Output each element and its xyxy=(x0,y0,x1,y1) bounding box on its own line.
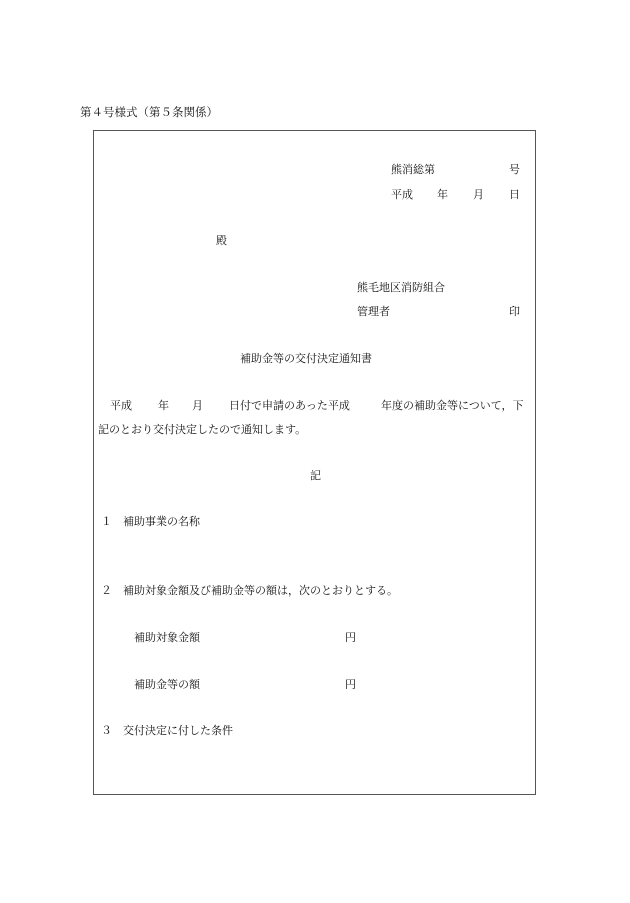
issuer-code: 熊消総第 xyxy=(391,163,435,176)
body-year: 年 xyxy=(158,399,169,412)
item2-label: 補助対象金額及び補助金等の額は，次のとおりとする。 xyxy=(123,584,398,597)
date-day: 日 xyxy=(509,188,520,201)
body-text-2: 年度の補助金等について，下 xyxy=(381,399,524,412)
ki-mark: 記 xyxy=(310,469,321,482)
recipient-honorific: 殿 xyxy=(216,234,227,247)
item2-number: ２ xyxy=(101,584,112,597)
subsidy-amount-unit: 円 xyxy=(345,678,356,691)
item3-number: ３ xyxy=(101,724,112,737)
sender-seal: 印 xyxy=(509,305,520,318)
form-frame xyxy=(93,130,536,795)
body-text: 日付で申請のあった平成 xyxy=(229,399,350,412)
body-month: 月 xyxy=(192,399,203,412)
item1-label: 補助事業の名称 xyxy=(123,515,200,528)
body-era: 平成 xyxy=(110,399,132,412)
subsidy-target-label: 補助対象金額 xyxy=(134,631,200,644)
item1-number: １ xyxy=(101,515,112,528)
body-line-2: 記のとおり交付決定したので通知します。 xyxy=(98,423,307,436)
date-year: 年 xyxy=(437,188,448,201)
number-suffix: 号 xyxy=(509,163,520,176)
document-title: 補助金等の交付決定通知書 xyxy=(240,352,372,365)
sender-role: 管理者 xyxy=(357,305,390,318)
subsidy-target-unit: 円 xyxy=(345,631,356,644)
item3-label: 交付決定に付した条件 xyxy=(123,724,233,737)
sender-organization: 熊毛地区消防組合 xyxy=(357,281,445,294)
subsidy-amount-label: 補助金等の額 xyxy=(134,678,200,691)
form-label: 第４号様式（第５条関係） xyxy=(80,105,218,119)
date-era: 平成 xyxy=(391,188,413,201)
date-month: 月 xyxy=(473,188,484,201)
